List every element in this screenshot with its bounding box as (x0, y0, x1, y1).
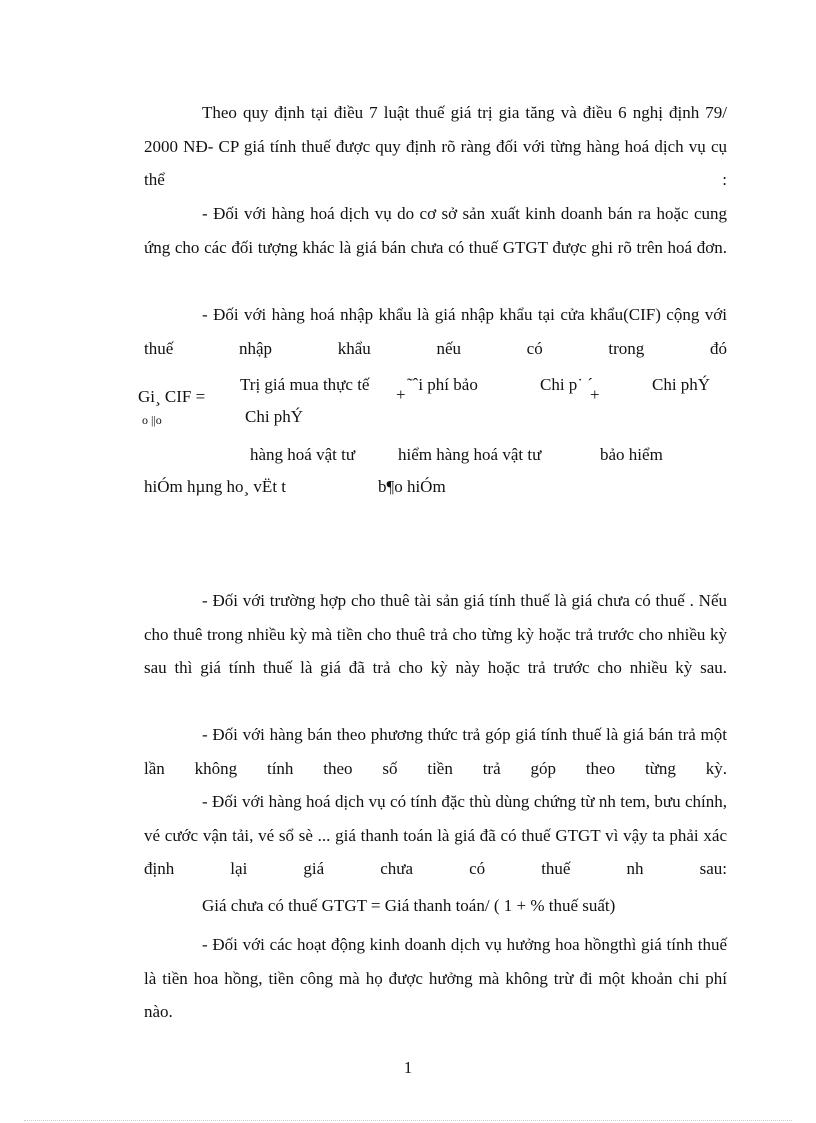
formula-term-purchase-value: Trị giá mua thực tế (240, 375, 370, 394)
paragraph-leasing (144, 584, 727, 718)
formula-plus-1: + (396, 385, 406, 404)
paragraph-text: - Đối với hàng hoá dịch vụ do cơ sở sản xuất kinh doanh bán ra hoặc cung ứng cho các đối tượng khác là giá bán chưa có thuế GTGT được ghi rõ trên hoá đơn. (144, 204, 727, 257)
paragraph-commission (144, 928, 727, 1062)
paragraph-text: - Đối với hàng bán theo phương thức trả góp giá tính thuế là giá bán trả một lần không tính theo số tiền trả góp theo từng kỳ. (144, 725, 727, 778)
paragraph-text: - Đối với hàng hoá dịch vụ có tính đặc thù dùng chứng từ nh tem, bưu chính, vé cước vận tải, vé sổ sè ... giá thanh toán là giá đã có thuế GTGT vì vậy ta phải xác định lại giá chưa có thuế nh sau: (144, 792, 727, 878)
formula-term-cost-2: Chi phÝ (652, 375, 711, 394)
formula-lhs-garbled: ο ||ο (142, 413, 162, 427)
page-number: 1 (403, 1058, 413, 1077)
formula-term-cost-3: Chi phÝ (245, 407, 304, 426)
paragraph-text: - Đối với các hoạt động kinh doanh dịch vụ hưởng hoa hồngthì giá tính thuế là tiền hoa hồng, tiền công mà họ được hưởng mà không trừ đi một khoản chi phí nào. (144, 935, 727, 1021)
paragraph-text: - Đối với trường hợp cho thuê tài sản giá tính thuế là giá chưa có thuế . Nếu cho thuê trong nhiều kỳ mà tiền cho thuê trả cho từng kỳ hoặc trả trước cho nhiều kỳ sau thì giá tính thuế là giá đã trả cho kỳ này hoặc trả trước cho nhiều kỳ sau. (144, 591, 727, 677)
paragraph-text: Theo quy định tại điều 7 luật thuế giá trị gia tăng và điều 6 nghị định 79/ 2000 NĐ- CP giá tính thuế được quy định rõ ràng đối với từng hàng hoá dịch vụ cụ thể : (144, 103, 727, 189)
formula-term-cost-1: Chi p˙ ˊ (540, 375, 593, 394)
formula-garbled-1: hiÓm hµng ho¸ vËt t (144, 477, 287, 496)
formula-garbled-2: b¶o hiÓm (378, 477, 446, 496)
paragraph-text: Giá chưa có thuế GTGT = Giá thanh toán/ ( 1 + % thuế suất) (202, 896, 616, 915)
formula-plus-2: + (590, 385, 600, 404)
formula-lhs: Gi¸ CIF = (138, 387, 206, 406)
formula-term-insurance: ˜ˆi phí bảo (407, 375, 478, 394)
paragraph-text: - Đối với hàng hoá nhập khẩu là giá nhập khẩu tại cửa khẩu(CIF) cộng với thuế nhập khẩu nếu có trong đó (144, 305, 727, 358)
paragraph-domestic-goods (144, 197, 727, 298)
formula-row-insurance: bảo hiểm (600, 445, 663, 464)
paragraph-price-formula (144, 889, 727, 923)
page-bottom-divider (24, 1120, 792, 1121)
formula-row-insurance-goods: hiểm hàng hoá vật tư (398, 445, 542, 464)
formula-row-goods: hàng hoá vật tư (250, 445, 356, 464)
